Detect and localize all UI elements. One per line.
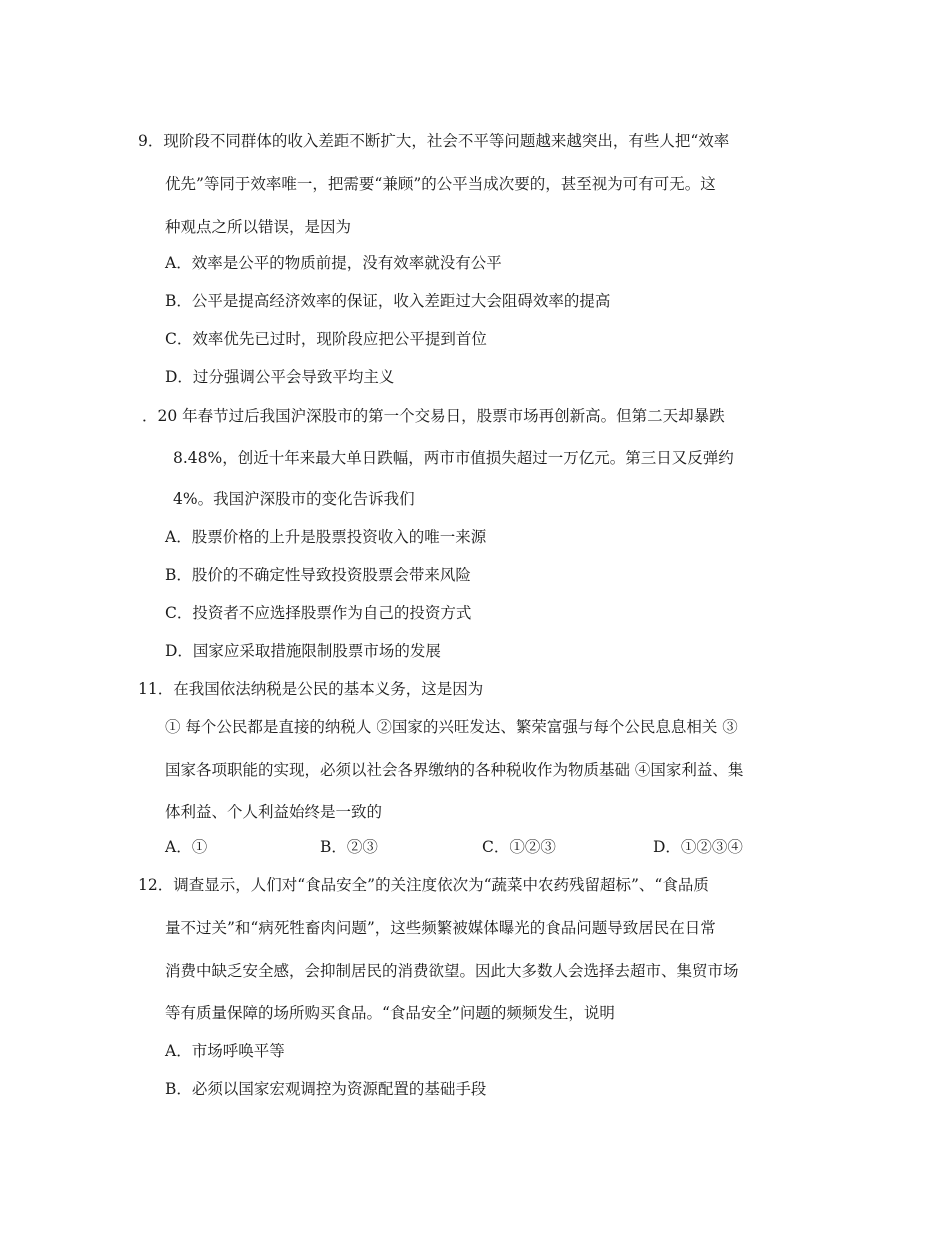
option-a: A．市场呼唤平等	[165, 1042, 285, 1060]
option-b: B．股价的不确定性导致投资股票会带来风险	[165, 566, 471, 584]
question-stem-line: 8.48%，创近十年来最大单日跌幅，两市市值损失超过一万亿元。第三日又反弹约	[173, 449, 734, 467]
option-a: A．①	[165, 838, 208, 856]
option-a: A．效率是公平的物质前提，没有效率就没有公平	[165, 254, 502, 272]
question-stem-line: 12．调查显示，人们对“食品安全”的关注度依次为“蔬菜中农药残留超标”、“食品质	[138, 876, 709, 894]
option-b: B．必须以国家宏观调控为资源配置的基础手段	[165, 1080, 487, 1098]
question-stem-line: 量不过关”和“病死牲畜肉问题”，这些频繁被媒体曝光的食品问题导致居民在日常	[165, 919, 716, 937]
question-stem-line: 消费中缺乏安全感，会抑制居民的消费欲望。因此大多数人会选择去超市、集贸市场	[165, 962, 739, 980]
option-b: B．②③	[320, 838, 378, 856]
question-stem-line: 种观点之所以错误，是因为	[165, 218, 352, 236]
question-stem-line: ① 每个公民都是直接的纳税人 ②国家的兴旺发达、繁荣富强与每个公民息息相关 ③	[165, 718, 738, 736]
question-stem-line: 9．现阶段不同群体的收入差距不断扩大，社会不平等问题越来越突出，有些人把“效率	[138, 132, 730, 150]
question-stem-line: 4%。我国沪深股市的变化告诉我们	[173, 490, 415, 508]
option-b: B．公平是提高经济效率的保证，收入差距过大会阻碍效率的提高	[165, 292, 611, 310]
option-row	[0, 837, 950, 859]
question-stem-line: 等有质量保障的场所购买食品。“食品安全”问题的频频发生，说明	[165, 1004, 615, 1022]
option-a: A．股票价格的上升是股票投资收入的唯一来源	[165, 528, 487, 546]
question-stem-line: 11．在我国依法纳税是公民的基本义务，这是因为	[138, 680, 484, 698]
question-stem-line: 优先”等同于效率唯一，把需要“兼顾”的公平当成次要的，甚至视为可有可无。这	[165, 175, 716, 193]
option-d: D．①②③④	[653, 838, 743, 856]
question-stem-line: ．20 年春节过后我国沪深股市的第一个交易日，股票市场再创新高。但第二天却暴跌	[142, 407, 725, 425]
option-c: C．①②③	[482, 838, 556, 856]
option-d: D．过分强调公平会导致平均主义	[165, 368, 395, 386]
option-d: D．国家应采取措施限制股票市场的发展	[165, 642, 441, 660]
question-stem-line: 国家各项职能的实现，必须以社会各界缴纳的各种税收作为物质基础 ④国家利益、集	[165, 761, 744, 779]
option-c: C．投资者不应选择股票作为自己的投资方式	[165, 604, 472, 622]
question-stem-line: 体利益、个人利益始终是一致的	[165, 803, 383, 821]
option-c: C．效率优先已过时，现阶段应把公平提到首位	[165, 330, 487, 348]
